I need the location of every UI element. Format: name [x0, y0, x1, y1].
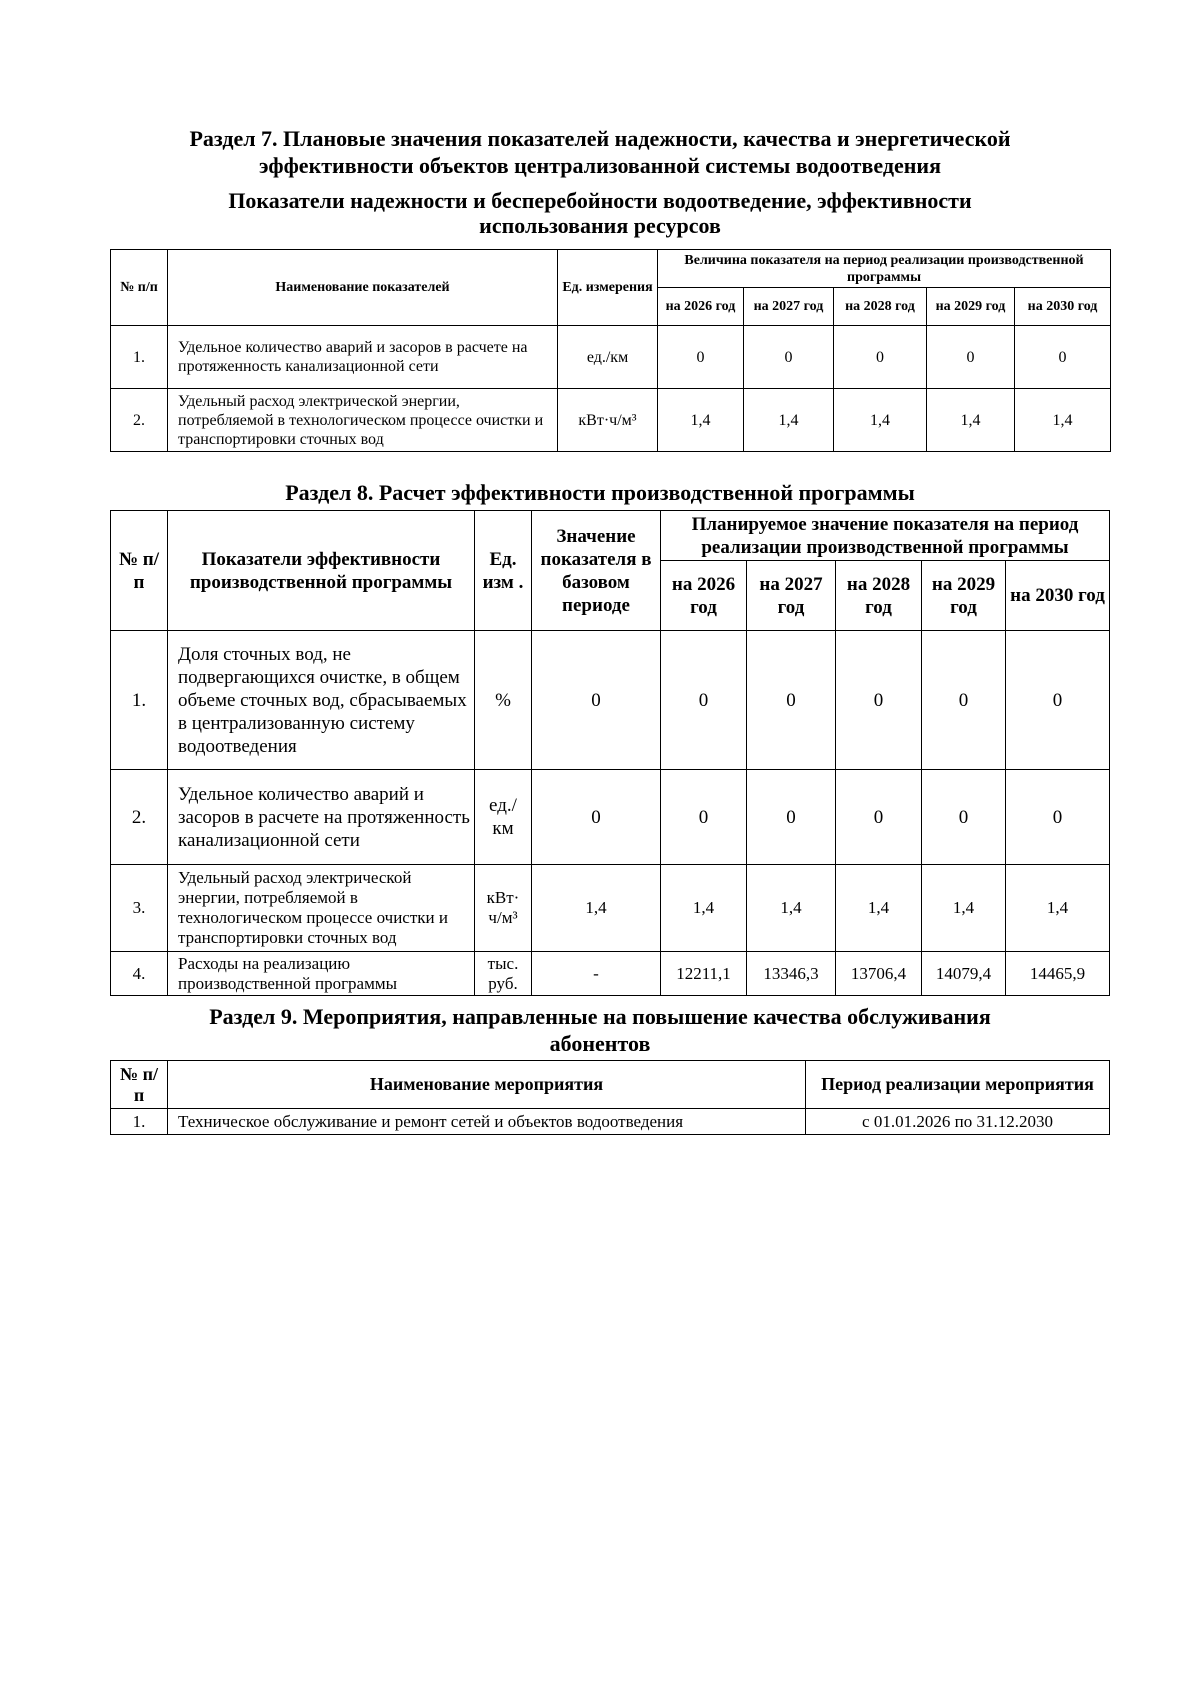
row-value: 1,4 [1015, 389, 1111, 452]
section7-heading [100, 125, 1100, 179]
row-value: 0 [744, 326, 834, 389]
section7-subheading-line1: Показатели надежности и бесперебойности водоотведение, эффективности [228, 188, 972, 213]
row-num: 3. [111, 865, 168, 952]
col-header-unit: Ед. изм . [475, 511, 532, 631]
row-value: 0 [927, 326, 1015, 389]
row-value: 0 [836, 631, 922, 770]
col-header-group: Величина показателя на период реализации производственной программы [658, 250, 1111, 288]
row-value: 14465,9 [1006, 952, 1110, 996]
row-num: 1. [111, 631, 168, 770]
row-num: 2. [111, 389, 168, 452]
row-value: 1,4 [927, 389, 1015, 452]
row-name: Техническое обслуживание и ремонт сетей и объектов водоотведения [168, 1109, 806, 1135]
row-value: 0 [658, 326, 744, 389]
col-header-name: Наименование мероприятия [168, 1061, 806, 1109]
row-base: 0 [532, 631, 661, 770]
col-header-year: на 2026 год [658, 288, 744, 326]
col-header-year: на 2027 год [744, 288, 834, 326]
row-unit: ед./ км [475, 770, 532, 865]
section7-heading-line1: Раздел 7. Плановые значения показателей надежности, качества и энергетической [189, 126, 1011, 151]
row-base: - [532, 952, 661, 996]
section7-subheading [100, 188, 1100, 238]
col-header-group: Планируемое значение показателя на период реализации производственной программы [661, 511, 1110, 561]
row-value: 0 [747, 770, 836, 865]
row-value: 0 [747, 631, 836, 770]
col-header-base: Значение показателя в базовом периоде [532, 511, 661, 631]
row-value: 1,4 [836, 865, 922, 952]
row-unit: кВт·ч/м³ [558, 389, 658, 452]
row-value: 0 [661, 631, 747, 770]
col-header-year: на 2028 год [834, 288, 927, 326]
col-header-unit: Ед. измерения [558, 250, 658, 326]
row-unit: тыс. руб. [475, 952, 532, 996]
table-row [111, 865, 1110, 952]
row-value: 0 [834, 326, 927, 389]
row-name: Удельный расход электрической энергии, потребляемой в технологическом процессе очистки и транспортировки сточных вод [168, 865, 475, 952]
row-base: 1,4 [532, 865, 661, 952]
col-header-name: Наименование показателей [168, 250, 558, 326]
row-value: 14079,4 [922, 952, 1006, 996]
row-value: 1,4 [658, 389, 744, 452]
row-name: Расходы на реализацию производственной программы [168, 952, 475, 996]
table-row [111, 770, 1110, 865]
row-value: 0 [922, 770, 1006, 865]
row-name: Удельный расход электрической энергии, потребляемой в технологическом процессе очистки и транспортировки сточных вод [168, 389, 558, 452]
measures-table [110, 1060, 1110, 1135]
row-value: 0 [836, 770, 922, 865]
row-unit: % [475, 631, 532, 770]
table-row [111, 1109, 1110, 1135]
row-value: 0 [1015, 326, 1111, 389]
section7-heading-line2: эффективности объектов централизованной системы водоотведения [258, 153, 941, 178]
row-name: Удельное количество аварий и засоров в расчете на протяженность канализационной сети [168, 770, 475, 865]
row-value: 1,4 [834, 389, 927, 452]
col-header-name: Показатели эффективности производственной программы [168, 511, 475, 631]
section9-heading [100, 1003, 1100, 1057]
row-value: 12211,1 [661, 952, 747, 996]
row-value: 1,4 [1006, 865, 1110, 952]
row-num: 4. [111, 952, 168, 996]
row-unit: ед./км [558, 326, 658, 389]
row-value: 0 [661, 770, 747, 865]
col-header-year: на 2029 год [927, 288, 1015, 326]
col-header-year: на 2029 год [922, 561, 1006, 631]
col-header-year: на 2028 год [836, 561, 922, 631]
col-header-num: № п/п [111, 250, 168, 326]
col-header-year: на 2026 год [661, 561, 747, 631]
col-header-year: на 2030 год [1015, 288, 1111, 326]
row-value: 0 [922, 631, 1006, 770]
table-row [111, 952, 1110, 996]
table-row [111, 326, 1111, 389]
col-header-num: № п/п [111, 1061, 168, 1109]
row-value: 0 [1006, 770, 1110, 865]
reliability-table [110, 249, 1111, 452]
row-period: с 01.01.2026 по 31.12.2030 [806, 1109, 1110, 1135]
row-value: 0 [1006, 631, 1110, 770]
row-value: 1,4 [747, 865, 836, 952]
row-value: 13706,4 [836, 952, 922, 996]
section9-heading-line2: абонентов [549, 1031, 651, 1056]
table-row [111, 389, 1111, 452]
row-base: 0 [532, 770, 661, 865]
col-header-year: на 2027 год [747, 561, 836, 631]
row-name: Доля сточных вод, не подвергающихся очистке, в общем объеме сточных вод, сбрасываемых в централизованную систему водоотведения [168, 631, 475, 770]
col-header-year: на 2030 год [1006, 561, 1110, 631]
col-header-period: Период реализации мероприятия [806, 1061, 1110, 1109]
row-value: 13346,3 [747, 952, 836, 996]
efficiency-table [110, 510, 1110, 996]
row-value: 1,4 [661, 865, 747, 952]
section7-subheading-line2: использования ресурсов [479, 213, 721, 238]
col-header-num: № п/п [111, 511, 168, 631]
section9-heading-line1: Раздел 9. Мероприятия, направленные на повышение качества обслуживания [209, 1004, 991, 1029]
row-num: 1. [111, 326, 168, 389]
table-row [111, 631, 1110, 770]
row-value: 1,4 [922, 865, 1006, 952]
row-num: 2. [111, 770, 168, 865]
row-value: 1,4 [744, 389, 834, 452]
row-name: Удельное количество аварий и засоров в расчете на протяженность канализационной сети [168, 326, 558, 389]
row-unit: кВт· ч/м³ [475, 865, 532, 952]
section8-heading: Раздел 8. Расчет эффективности производственной программы [285, 480, 915, 505]
row-num: 1. [111, 1109, 168, 1135]
